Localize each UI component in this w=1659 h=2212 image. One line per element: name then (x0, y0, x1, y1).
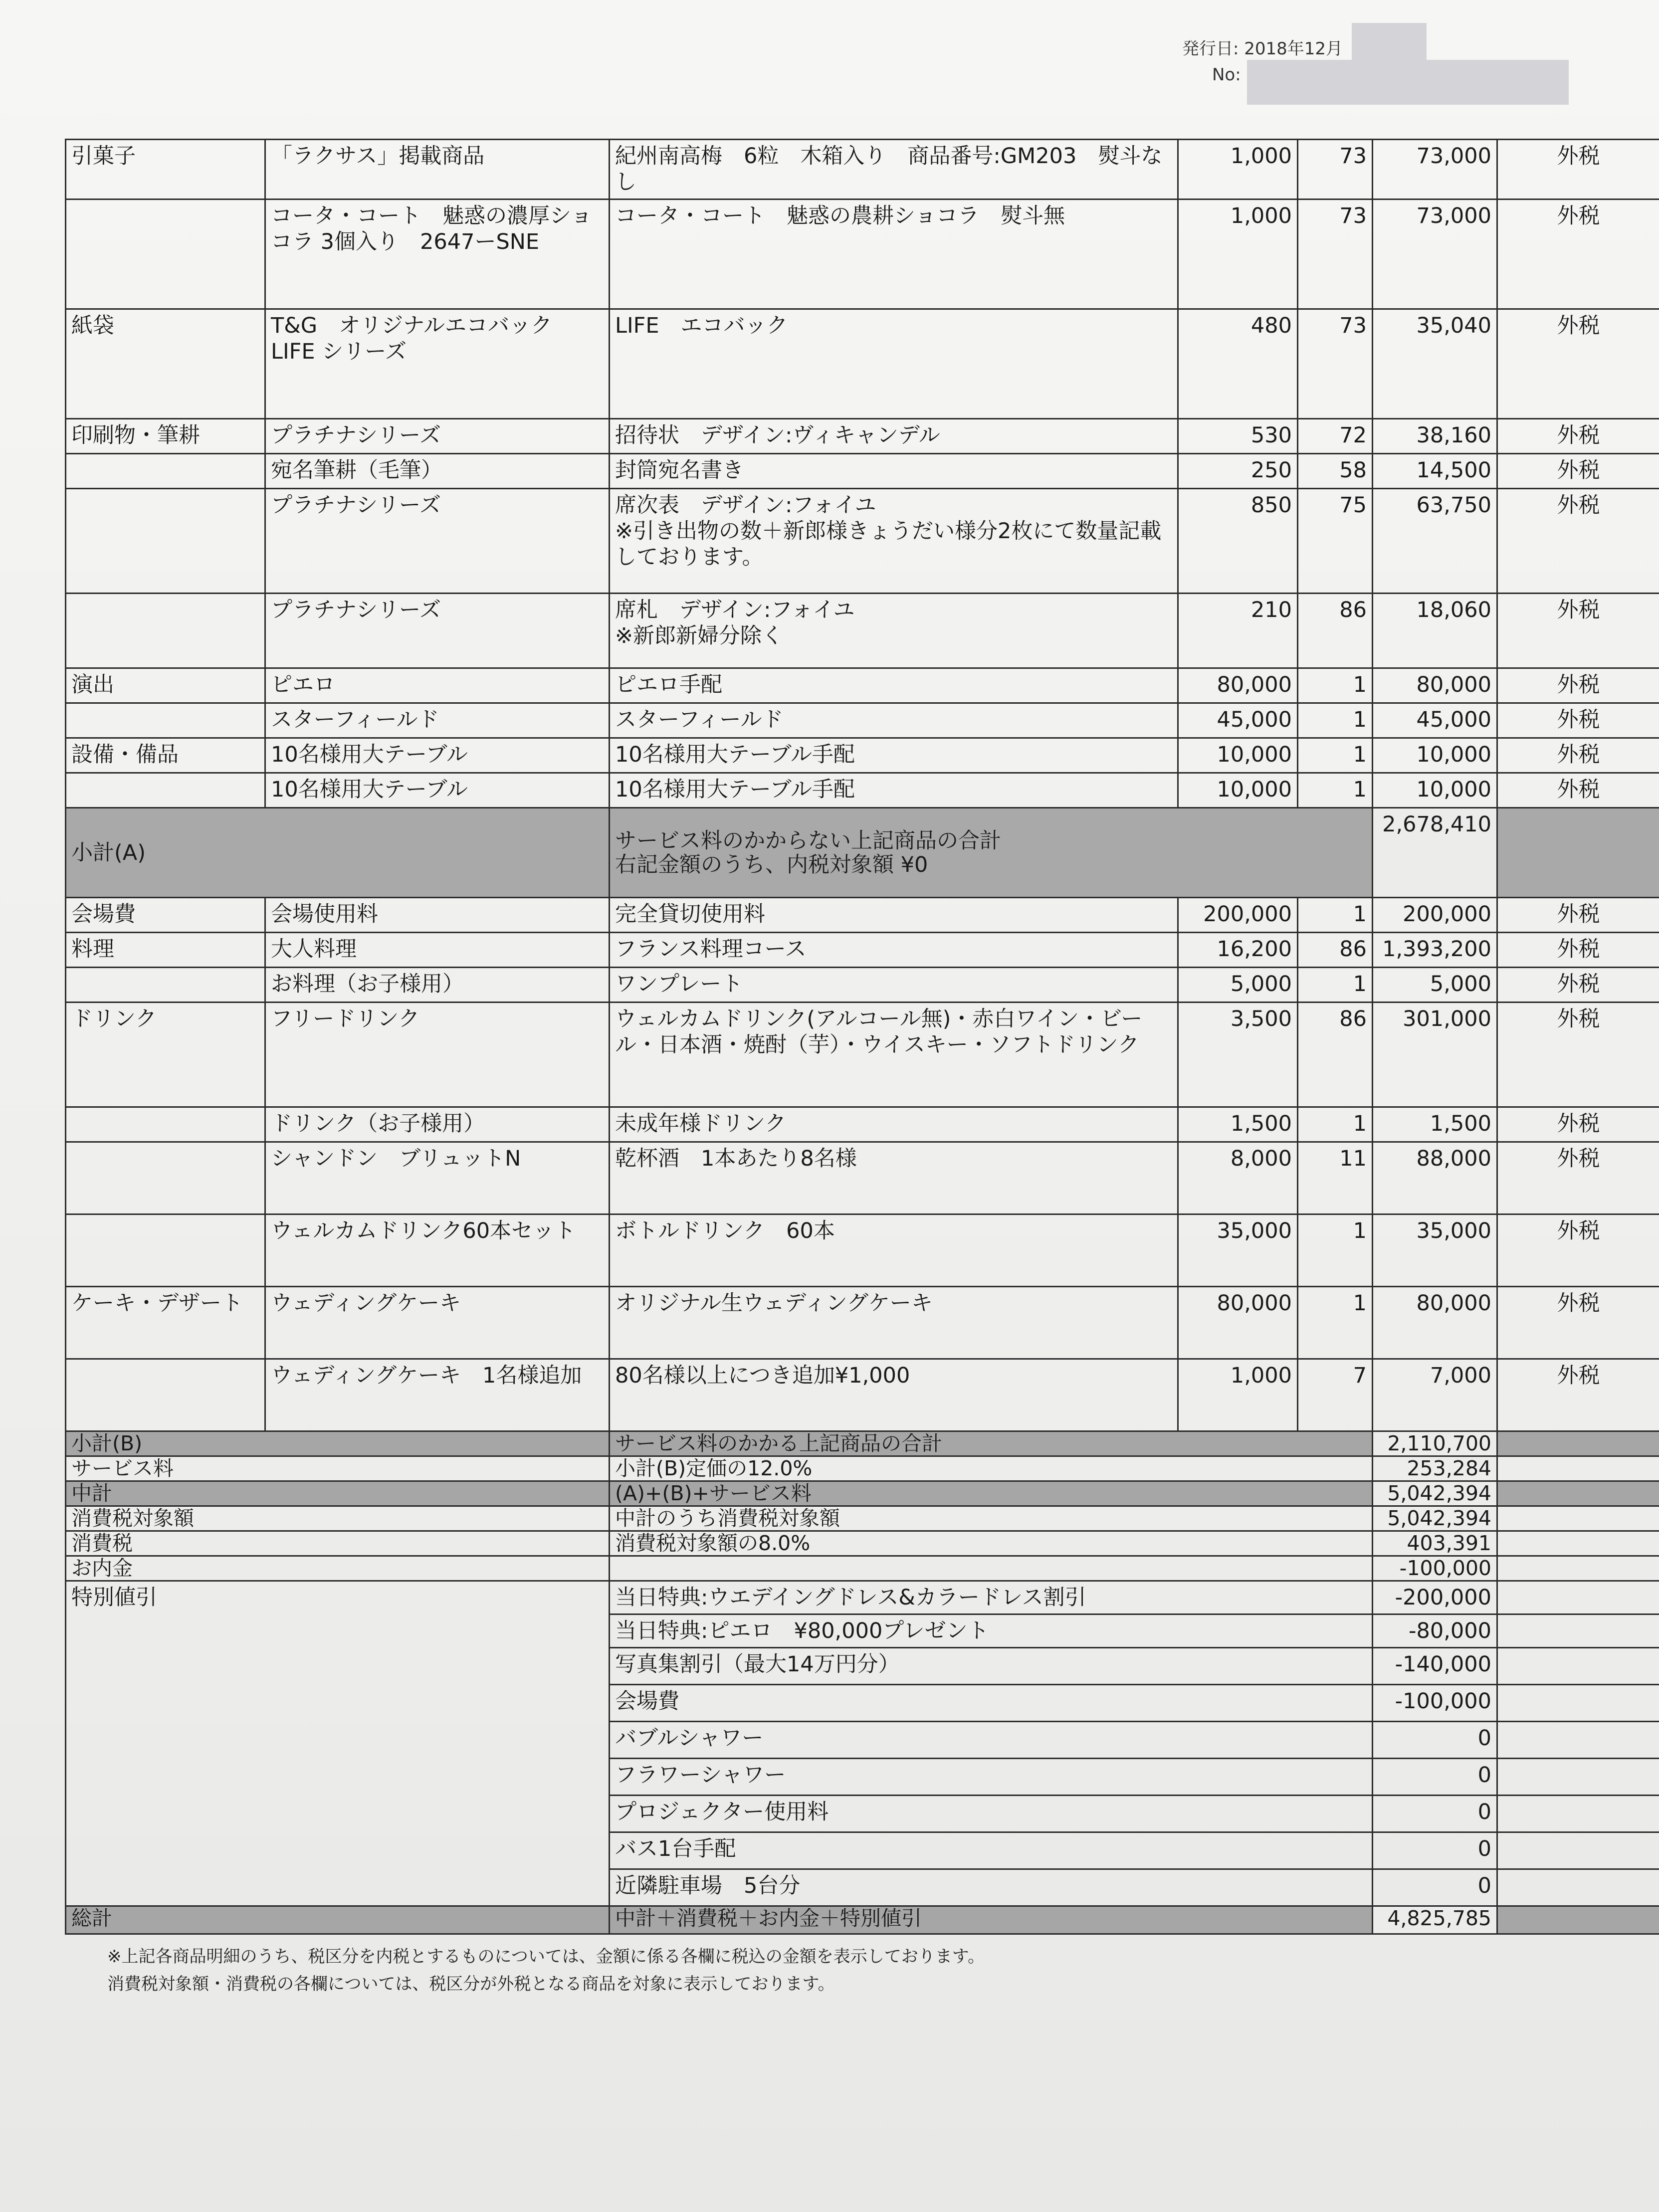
summary-desc: (A)+(B)+サービス料 (610, 1481, 1373, 1506)
item-category: 紙袋 (66, 309, 265, 419)
summary-label: 中計 (66, 1481, 265, 1506)
summary-row (66, 1506, 1659, 1531)
item-row (66, 1359, 1659, 1431)
item-unit-price: 1,000 (1178, 140, 1298, 200)
summary-label: 小計(B) (66, 1431, 265, 1456)
item-unit-price: 80,000 (1178, 668, 1298, 703)
item-tax-type: 外税 (1497, 1214, 1659, 1287)
discount-amount: -200,000 (1373, 1581, 1497, 1614)
item-name: ウェルカムドリンク60本セット (265, 1214, 610, 1287)
item-amount: 88,000 (1373, 1142, 1497, 1214)
item-description: スターフィールド (610, 703, 1178, 738)
item-amount: 80,000 (1373, 1287, 1497, 1359)
item-name: ウェディングケーキ (265, 1287, 610, 1359)
item-quantity: 11 (1298, 1142, 1373, 1214)
item-amount: 35,040 (1373, 309, 1497, 419)
item-quantity: 75 (1298, 489, 1373, 594)
discount-desc: バブルシャワー (610, 1722, 1373, 1759)
item-amount: 38,160 (1373, 419, 1497, 454)
item-unit-price: 10,000 (1178, 773, 1298, 808)
item-quantity: 86 (1298, 933, 1373, 968)
item-description: 封筒宛名書き (610, 454, 1178, 489)
item-row (66, 1107, 1659, 1142)
discount-blank (1497, 1581, 1659, 1614)
summary-spacer (265, 1431, 610, 1456)
summary-desc: 小計(B)定価の12.0% (610, 1456, 1373, 1481)
item-description: ウェルカムドリンク(アルコール無)・赤白ワイン・ビール・日本酒・焼酎（芋）・ウイスキー・ソフトドリンク (610, 1003, 1178, 1107)
summary-amount: 253,284 (1373, 1456, 1497, 1481)
item-row (66, 309, 1659, 419)
discount-desc: 当日特典:ウエデイングドレス&カラードレス割引 (610, 1581, 1373, 1614)
item-category (66, 703, 265, 738)
item-category (66, 1214, 265, 1287)
summary-spacer (265, 1456, 610, 1481)
grand-total-row (66, 1906, 1659, 1934)
item-amount: 73,000 (1373, 200, 1497, 309)
item-row (66, 1142, 1659, 1214)
item-name: 10名様用大テーブル (265, 773, 610, 808)
discount-amount: 0 (1373, 1759, 1497, 1796)
item-tax-type: 外税 (1497, 419, 1659, 454)
item-unit-price: 480 (1178, 309, 1298, 419)
item-name: ピエロ (265, 668, 610, 703)
item-row (66, 773, 1659, 808)
item-amount: 73,000 (1373, 140, 1497, 200)
item-row (66, 703, 1659, 738)
item-row (66, 489, 1659, 594)
item-tax-type: 外税 (1497, 773, 1659, 808)
item-tax-type: 外税 (1497, 703, 1659, 738)
item-description: 80名様以上につき追加¥1,000 (610, 1359, 1178, 1431)
item-amount: 45,000 (1373, 703, 1497, 738)
grand-total-amount: 4,825,785 (1373, 1906, 1497, 1934)
item-row (66, 1214, 1659, 1287)
item-category (66, 454, 265, 489)
discount-desc: プロジェクター使用料 (610, 1796, 1373, 1832)
document-number-label: No: (1212, 65, 1241, 85)
summary-amount: 5,042,394 (1373, 1481, 1497, 1506)
item-description: コータ・コート 魅惑の農耕ショコラ 熨斗無 (610, 200, 1178, 309)
item-unit-price: 45,000 (1178, 703, 1298, 738)
item-category: 会場費 (66, 898, 265, 933)
item-description: 席次表 デザイン:フォイユ ※引き出物の数＋新郎様きょうだい様分2枚にて数量記載しております。 (610, 489, 1178, 594)
item-category: ケーキ・デザート (66, 1287, 265, 1359)
item-unit-price: 1,000 (1178, 200, 1298, 309)
summary-desc: 消費税対象額の8.0% (610, 1531, 1373, 1556)
item-description: 完全貸切使用料 (610, 898, 1178, 933)
item-name: フリードリンク (265, 1003, 610, 1107)
item-quantity: 73 (1298, 140, 1373, 200)
item-tax-type: 外税 (1497, 1003, 1659, 1107)
summary-amount: 2,110,700 (1373, 1431, 1497, 1456)
item-row (66, 454, 1659, 489)
footnote-1: ※上記各商品明細のうち、税区分を内税とするものについては、金額に係る各欄に税込の金額を表示しております。 (107, 1947, 985, 1967)
item-amount: 80,000 (1373, 668, 1497, 703)
item-tax-type: 外税 (1497, 140, 1659, 200)
item-tax-type: 外税 (1497, 738, 1659, 773)
item-unit-price: 10,000 (1178, 738, 1298, 773)
summary-desc (610, 1556, 1373, 1581)
summary-label: 消費税対象額 (66, 1506, 265, 1531)
item-unit-price: 16,200 (1178, 933, 1298, 968)
summary-spacer (265, 1506, 610, 1531)
item-amount: 10,000 (1373, 773, 1497, 808)
item-row (66, 1287, 1659, 1359)
subtotal-a-desc: サービス料のかからない上記商品の合計 右記金額のうち、内税対象額 ¥0 (610, 808, 1373, 898)
item-amount: 5,000 (1373, 968, 1497, 1003)
item-tax-type: 外税 (1497, 489, 1659, 594)
item-name: 「ラクサス」掲載商品 (265, 140, 610, 200)
item-unit-price: 80,000 (1178, 1287, 1298, 1359)
item-unit-price: 850 (1178, 489, 1298, 594)
item-description: LIFE エコバック (610, 309, 1178, 419)
item-description: フランス料理コース (610, 933, 1178, 968)
redaction-block (1247, 60, 1569, 105)
item-amount: 18,060 (1373, 594, 1497, 668)
discount-desc: 会場費 (610, 1685, 1373, 1722)
item-description: 10名様用大テーブル手配 (610, 773, 1178, 808)
item-tax-type: 外税 (1497, 594, 1659, 668)
item-name: 10名様用大テーブル (265, 738, 610, 773)
summary-label: お内金 (66, 1556, 265, 1581)
item-category (66, 594, 265, 668)
item-unit-price: 8,000 (1178, 1142, 1298, 1214)
item-tax-type: 外税 (1497, 309, 1659, 419)
summary-amount: 403,391 (1373, 1531, 1497, 1556)
item-name: 会場使用料 (265, 898, 610, 933)
summary-label: 消費税 (66, 1531, 265, 1556)
item-category (66, 489, 265, 594)
item-category (66, 1359, 265, 1431)
summary-blank (1497, 1556, 1659, 1581)
item-unit-price: 530 (1178, 419, 1298, 454)
item-quantity: 1 (1298, 668, 1373, 703)
item-tax-type: 外税 (1497, 454, 1659, 489)
item-tax-type: 外税 (1497, 200, 1659, 309)
item-description: 招待状 デザイン:ヴィキャンデル (610, 419, 1178, 454)
summary-row (66, 1456, 1659, 1481)
item-name: お料理（お子様用） (265, 968, 610, 1003)
item-tax-type: 外税 (1497, 1142, 1659, 1214)
item-tax-type: 外税 (1497, 1287, 1659, 1359)
discount-blank (1497, 1759, 1659, 1796)
item-tax-type: 外税 (1497, 1107, 1659, 1142)
item-row (66, 140, 1659, 200)
item-quantity: 73 (1298, 200, 1373, 309)
item-description: オリジナル生ウェディングケーキ (610, 1287, 1178, 1359)
item-quantity: 86 (1298, 594, 1373, 668)
item-name: プラチナシリーズ (265, 594, 610, 668)
summary-row (66, 1531, 1659, 1556)
discount-desc: 当日特典:ピエロ ¥80,000プレゼント (610, 1614, 1373, 1648)
item-unit-price: 250 (1178, 454, 1298, 489)
item-unit-price: 200,000 (1178, 898, 1298, 933)
item-name: コータ・コート 魅惑の濃厚ショコラ 3個入り 2647ーSNE (265, 200, 610, 309)
summary-amount: -100,000 (1373, 1556, 1497, 1581)
item-quantity: 1 (1298, 703, 1373, 738)
discount-amount: 0 (1373, 1869, 1497, 1906)
item-amount: 7,000 (1373, 1359, 1497, 1431)
summary-blank (1497, 1506, 1659, 1531)
discount-blank (1497, 1614, 1659, 1648)
item-quantity: 1 (1298, 738, 1373, 773)
item-amount: 63,750 (1373, 489, 1497, 594)
discount-amount: 0 (1373, 1722, 1497, 1759)
discount-desc: 近隣駐車場 5台分 (610, 1869, 1373, 1906)
summary-blank (1497, 1456, 1659, 1481)
subtotal-a-row (66, 808, 1659, 898)
item-quantity: 1 (1298, 898, 1373, 933)
item-row (66, 898, 1659, 933)
item-tax-type: 外税 (1497, 898, 1659, 933)
item-name: プラチナシリーズ (265, 489, 610, 594)
item-amount: 10,000 (1373, 738, 1497, 773)
item-description: 10名様用大テーブル手配 (610, 738, 1178, 773)
grand-total-desc: 中計＋消費税＋お内金＋特別値引 (610, 1906, 1373, 1934)
item-row (66, 668, 1659, 703)
summary-desc: 中計のうち消費税対象額 (610, 1506, 1373, 1531)
item-amount: 14,500 (1373, 454, 1497, 489)
item-description: ボトルドリンク 60本 (610, 1214, 1178, 1287)
item-category: 印刷物・筆耕 (66, 419, 265, 454)
item-row (66, 968, 1659, 1003)
item-description: 紀州南高梅 6粒 木箱入り 商品番号:GM203 熨斗なし (610, 140, 1178, 200)
item-name: 宛名筆耕（毛筆） (265, 454, 610, 489)
item-quantity: 1 (1298, 968, 1373, 1003)
item-quantity: 1 (1298, 1214, 1373, 1287)
item-description: ピエロ手配 (610, 668, 1178, 703)
item-category (66, 968, 265, 1003)
discount-blank (1497, 1869, 1659, 1906)
item-name: 大人料理 (265, 933, 610, 968)
item-row (66, 594, 1659, 668)
item-name: スターフィールド (265, 703, 610, 738)
summary-amount: 5,042,394 (1373, 1506, 1497, 1531)
discount-amount: 0 (1373, 1832, 1497, 1869)
summary-spacer (265, 1481, 610, 1506)
item-row (66, 200, 1659, 309)
discount-row (66, 1581, 1659, 1614)
redaction-block (1352, 23, 1427, 62)
item-quantity: 86 (1298, 1003, 1373, 1107)
summary-blank (1497, 1431, 1659, 1456)
item-unit-price: 5,000 (1178, 968, 1298, 1003)
item-quantity: 1 (1298, 773, 1373, 808)
discount-desc: フラワーシャワー (610, 1759, 1373, 1796)
item-category: 設備・備品 (66, 738, 265, 773)
subtotal-a-label: 小計(A) (66, 808, 610, 898)
discount-blank (1497, 1796, 1659, 1832)
summary-label: サービス料 (66, 1456, 265, 1481)
item-quantity: 7 (1298, 1359, 1373, 1431)
summary-blank (1497, 1531, 1659, 1556)
item-unit-price: 1,500 (1178, 1107, 1298, 1142)
item-quantity: 58 (1298, 454, 1373, 489)
item-tax-type: 外税 (1497, 668, 1659, 703)
summary-spacer (265, 1531, 610, 1556)
discount-amount: 0 (1373, 1796, 1497, 1832)
item-amount: 200,000 (1373, 898, 1497, 933)
summary-row (66, 1481, 1659, 1506)
discount-desc: バス1台手配 (610, 1832, 1373, 1869)
item-tax-type: 外税 (1497, 968, 1659, 1003)
discount-amount: -80,000 (1373, 1614, 1497, 1648)
subtotal-a-amount: 2,678,410 (1373, 808, 1497, 898)
item-tax-type: 外税 (1497, 933, 1659, 968)
footnote-2: 消費税対象額・消費税の各欄については、税区分が外税となる商品を対象に表示しております。 (107, 1974, 835, 1994)
item-unit-price: 210 (1178, 594, 1298, 668)
item-name: シャンドン ブリュットN (265, 1142, 610, 1214)
discount-blank (1497, 1832, 1659, 1869)
item-amount: 1,393,200 (1373, 933, 1497, 968)
item-unit-price: 3,500 (1178, 1003, 1298, 1107)
item-quantity: 1 (1298, 1107, 1373, 1142)
summary-desc: サービス料のかかる上記商品の合計 (610, 1431, 1373, 1456)
item-name: プラチナシリーズ (265, 419, 610, 454)
discount-blank (1497, 1685, 1659, 1722)
discount-desc: 写真集割引（最大14万円分） (610, 1648, 1373, 1685)
item-name: ウェディングケーキ 1名様追加 (265, 1359, 610, 1431)
item-category: 料理 (66, 933, 265, 968)
item-name: T&G オリジナルエコバック LIFE シリーズ (265, 309, 610, 419)
item-quantity: 73 (1298, 309, 1373, 419)
item-name: ドリンク（お子様用） (265, 1107, 610, 1142)
item-description: ワンプレート (610, 968, 1178, 1003)
item-category (66, 200, 265, 309)
grand-total-label: 総計 (66, 1906, 610, 1934)
issue-date: 発行日: 2018年12月 (1182, 39, 1343, 59)
discount-amount: -100,000 (1373, 1685, 1497, 1722)
item-description: 席札 デザイン:フォイユ ※新郎新婦分除く (610, 594, 1178, 668)
estimate-table (65, 139, 1659, 1935)
item-description: 乾杯酒 1本あたり8名様 (610, 1142, 1178, 1214)
summary-blank (1497, 1481, 1659, 1506)
item-row (66, 1003, 1659, 1107)
item-row (66, 933, 1659, 968)
item-description: 未成年様ドリンク (610, 1107, 1178, 1142)
item-unit-price: 1,000 (1178, 1359, 1298, 1431)
item-amount: 35,000 (1373, 1214, 1497, 1287)
summary-row (66, 1431, 1659, 1456)
item-category (66, 773, 265, 808)
item-amount: 301,000 (1373, 1003, 1497, 1107)
item-category: ドリンク (66, 1003, 265, 1107)
item-row (66, 738, 1659, 773)
item-quantity: 1 (1298, 1287, 1373, 1359)
summary-row (66, 1556, 1659, 1581)
discount-blank (1497, 1648, 1659, 1685)
item-category: 引菓子 (66, 140, 265, 200)
item-unit-price: 35,000 (1178, 1214, 1298, 1287)
discount-label: 特別値引 (66, 1581, 610, 1906)
item-amount: 1,500 (1373, 1107, 1497, 1142)
item-quantity: 72 (1298, 419, 1373, 454)
item-category (66, 1107, 265, 1142)
discount-blank (1497, 1722, 1659, 1759)
item-row (66, 419, 1659, 454)
summary-spacer (265, 1556, 610, 1581)
item-tax-type: 外税 (1497, 1359, 1659, 1431)
item-category (66, 1142, 265, 1214)
discount-amount: -140,000 (1373, 1648, 1497, 1685)
item-category: 演出 (66, 668, 265, 703)
